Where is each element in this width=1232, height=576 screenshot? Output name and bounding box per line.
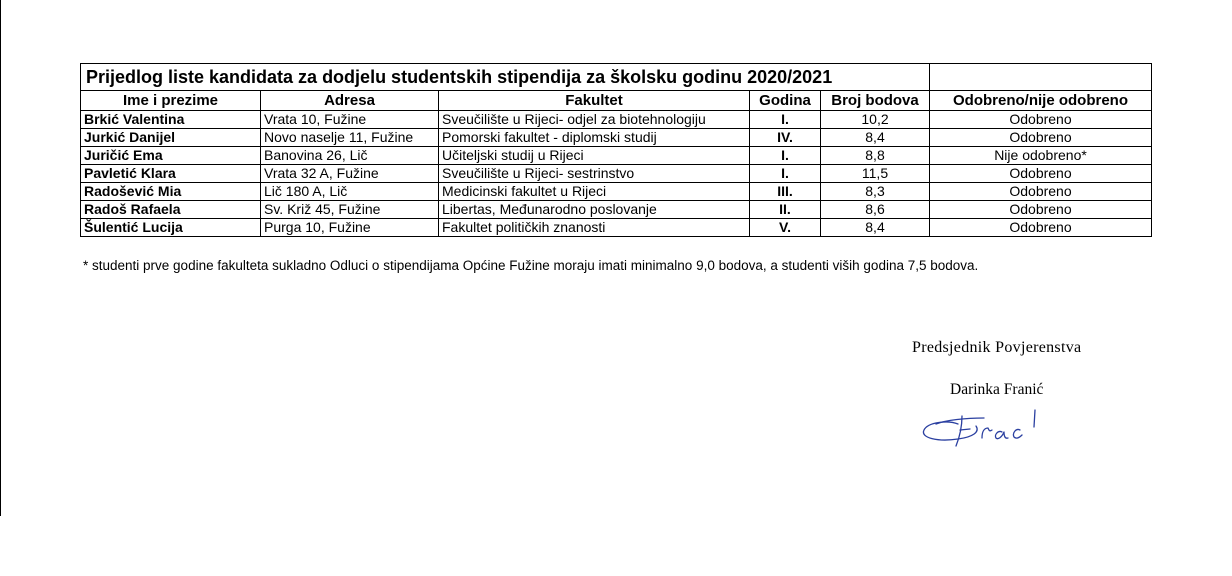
cell-points: 8,6 <box>821 201 930 219</box>
table-row <box>81 183 1152 201</box>
cell-points: 10,2 <box>821 111 930 129</box>
cell-points: 8,3 <box>821 183 930 201</box>
cell-name: Brkić Valentina <box>81 111 261 129</box>
header-name: Ime i prezime <box>81 91 261 111</box>
handwritten-signature <box>918 402 1068 452</box>
cell-year: V. <box>750 219 821 237</box>
cell-faculty: Fakultet političkih znanosti <box>439 219 750 237</box>
cell-address: Vrata 32 A, Fužine <box>261 165 439 183</box>
cell-address: Lič 180 A, Lič <box>261 183 439 201</box>
title-blank-cell <box>930 64 1152 91</box>
cell-year: III. <box>750 183 821 201</box>
table-row <box>81 111 1152 129</box>
cell-address: Sv. Križ 45, Fužine <box>261 201 439 219</box>
cell-address: Novo naselje 11, Fužine <box>261 129 439 147</box>
cell-faculty: Učiteljski studij u Rijeci <box>439 147 750 165</box>
header-address: Adresa <box>261 91 439 111</box>
cell-faculty: Sveučilište u Rijeci- sestrinstvo <box>439 165 750 183</box>
cell-name: Pavletić Klara <box>81 165 261 183</box>
cell-address: Vrata 10, Fužine <box>261 111 439 129</box>
table-row <box>81 165 1152 183</box>
cell-year: I. <box>750 147 821 165</box>
cell-status: Odobreno <box>930 165 1152 183</box>
cell-year: II. <box>750 201 821 219</box>
cell-status: Odobreno <box>930 129 1152 147</box>
cell-name: Juričić Ema <box>81 147 261 165</box>
cell-points: 11,5 <box>821 165 930 183</box>
header-status: Odobreno/nije odobreno <box>930 91 1152 111</box>
candidates-table <box>80 63 1152 237</box>
cell-name: Jurkić Danijel <box>81 129 261 147</box>
header-row <box>81 91 1152 111</box>
cell-address: Banovina 26, Lič <box>261 147 439 165</box>
cell-year: I. <box>750 111 821 129</box>
cell-status: Nije odobreno* <box>930 147 1152 165</box>
page-left-border <box>0 0 1 516</box>
title-row <box>81 64 1152 91</box>
cell-name: Radoš Rafaela <box>81 201 261 219</box>
cell-status: Odobreno <box>930 111 1152 129</box>
table-row <box>81 219 1152 237</box>
cell-status: Odobreno <box>930 219 1152 237</box>
table-row <box>81 147 1152 165</box>
header-year: Godina <box>750 91 821 111</box>
table-row <box>81 129 1152 147</box>
cell-faculty: Medicinski fakultet u Rijeci <box>439 183 750 201</box>
header-points: Broj bodova <box>821 91 930 111</box>
signatory-name: Darinka Franić <box>950 381 1044 398</box>
cell-faculty: Libertas, Međunarodno poslovanje <box>439 201 750 219</box>
cell-points: 8,4 <box>821 219 930 237</box>
cell-status: Odobreno <box>930 183 1152 201</box>
cell-name: Šulentić Lucija <box>81 219 261 237</box>
table-row <box>81 201 1152 219</box>
cell-year: IV. <box>750 129 821 147</box>
cell-year: I. <box>750 165 821 183</box>
header-faculty: Fakultet <box>439 91 750 111</box>
cell-address: Purga 10, Fužine <box>261 219 439 237</box>
cell-points: 8,4 <box>821 129 930 147</box>
signatory-title: Predsjednik Povjerenstva <box>912 339 1082 356</box>
cell-points: 8,8 <box>821 147 930 165</box>
cell-faculty: Pomorski fakultet - diplomski studij <box>439 129 750 147</box>
cell-faculty: Sveučilište u Rijeci- odjel za biotehnologiju <box>439 111 750 129</box>
document-title: Prijedlog liste kandidata za dodjelu studentskih stipendija za školsku godinu 2020/2021 <box>81 64 930 91</box>
cell-status: Odobreno <box>930 201 1152 219</box>
cell-name: Radošević Mia <box>81 183 261 201</box>
footnote: * studenti prve godine fakulteta sukladno Odluci o stipendijama Općine Fužine moraju imati minimalno 9,0 bodova, a studenti viših godina 7,5 bodova. <box>83 258 979 273</box>
